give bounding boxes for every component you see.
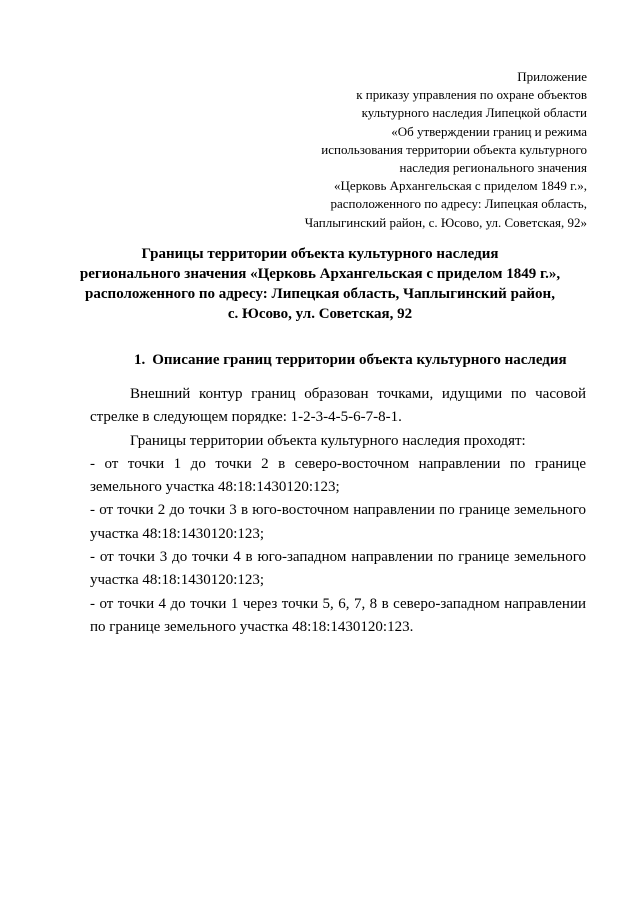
- title-line: расположенного по адресу: Липецкая область, Чаплыгинский район,: [85, 286, 555, 302]
- appendix-header: [227, 68, 587, 232]
- appendix-line: «Об утверждении границ и режима: [391, 123, 587, 139]
- appendix-line: «Церковь Архангельская с приделом 1849 г.»,: [334, 178, 587, 194]
- title-line: с. Юсово, ул. Советская, 92: [227, 306, 413, 322]
- appendix-line: наследия регионального значения: [399, 160, 587, 176]
- document-title: [70, 244, 570, 324]
- appendix-line: культурного наследия Липецкой области: [361, 105, 587, 121]
- body-paragraph: Внешний контур границ образован точками, идущими по часовой стрелке в следующем порядке: 1-2-3-4-5-6-7-8-1.: [90, 386, 586, 426]
- boundary-item: - от точки 4 до точки 1 через точки 5, 6, 7, 8 в северо-западном направлении по границе земельного участка 48:18:1430120:123.: [90, 595, 586, 635]
- title-line: регионального значения «Церковь Архангельская с приделом 1849 г.»,: [79, 266, 561, 282]
- body-text: [90, 383, 586, 639]
- boundary-item: - от точки 3 до точки 4 в юго-западном направлении по границе земельного участка 48:18:1430120:123;: [90, 549, 586, 589]
- appendix-line: Приложение: [517, 69, 587, 84]
- boundary-item: - от точки 2 до точки 3 в юго-восточном направлении по границе земельного участка 48:18:1430120:123;: [90, 502, 586, 542]
- appendix-line: расположенного по адресу: Липецкая область,: [330, 196, 587, 212]
- section-number: 1.: [134, 352, 146, 368]
- section-heading-text: Описание границ территории объекта культурного наследия: [152, 352, 567, 368]
- title-line: Границы территории объекта культурного наследия: [141, 246, 499, 262]
- appendix-line: использования территории объекта культурного: [321, 141, 587, 157]
- appendix-line: Чаплыгинский район, с. Юсово, ул. Советская, 92»: [304, 214, 587, 230]
- appendix-line: к приказу управления по охране объектов: [356, 87, 587, 103]
- boundary-item: - от точки 1 до точки 2 в северо-восточном направлении по границе земельного участка 48:18:1430120:123;: [90, 455, 586, 496]
- body-paragraph: Границы территории объекта культурного наследия проходят:: [130, 432, 526, 449]
- section-heading: [134, 350, 567, 370]
